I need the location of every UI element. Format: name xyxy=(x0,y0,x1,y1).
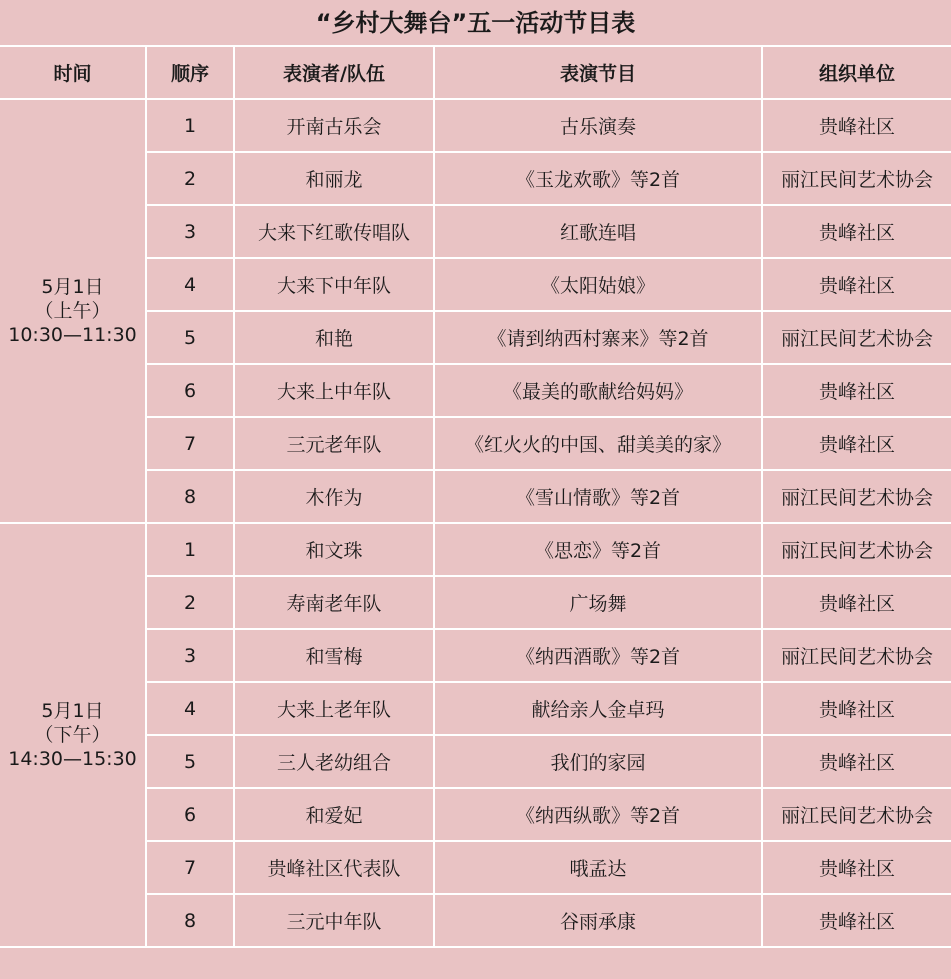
organizer-cell: 贵峰社区 xyxy=(762,576,951,629)
performer-cell: 三人老幼组合 xyxy=(234,735,434,788)
header-organizer: 组织单位 xyxy=(762,47,951,99)
program-cell: 《最美的歌献给妈妈》 xyxy=(434,364,762,417)
program-cell: 红歌连唱 xyxy=(434,205,762,258)
program-cell: 《请到纳西村寨来》等2首 xyxy=(434,311,762,364)
organizer-cell: 丽江民间艺术协会 xyxy=(762,311,951,364)
program-cell: 《思恋》等2首 xyxy=(434,523,762,576)
performer-cell: 大来上中年队 xyxy=(234,364,434,417)
order-cell: 3 xyxy=(146,205,234,258)
order-cell: 1 xyxy=(146,99,234,152)
schedule-table xyxy=(0,47,951,948)
program-cell: 我们的家园 xyxy=(434,735,762,788)
program-cell: 古乐演奏 xyxy=(434,99,762,152)
performer-cell: 贵峰社区代表队 xyxy=(234,841,434,894)
program-cell: 《太阳姑娘》 xyxy=(434,258,762,311)
order-cell: 4 xyxy=(146,682,234,735)
order-cell: 6 xyxy=(146,364,234,417)
performer-cell: 大来上老年队 xyxy=(234,682,434,735)
performer-cell: 和雪梅 xyxy=(234,629,434,682)
header-row xyxy=(0,47,951,99)
header-program: 表演节目 xyxy=(434,47,762,99)
program-cell: 谷雨承康 xyxy=(434,894,762,947)
organizer-cell: 贵峰社区 xyxy=(762,364,951,417)
session-time-cell xyxy=(0,99,146,523)
organizer-cell: 贵峰社区 xyxy=(762,417,951,470)
performer-cell: 寿南老年队 xyxy=(234,576,434,629)
order-cell: 4 xyxy=(146,258,234,311)
program-cell: 哦孟达 xyxy=(434,841,762,894)
performer-cell: 和艳 xyxy=(234,311,434,364)
table-row xyxy=(0,99,951,152)
organizer-cell: 贵峰社区 xyxy=(762,682,951,735)
organizer-cell: 丽江民间艺术协会 xyxy=(762,470,951,523)
header-order: 顺序 xyxy=(146,47,234,99)
order-cell: 1 xyxy=(146,523,234,576)
program-cell: 《红火火的中国、甜美美的家》 xyxy=(434,417,762,470)
organizer-cell: 丽江民间艺术协会 xyxy=(762,629,951,682)
session-date: 5月1日 xyxy=(41,700,104,722)
order-cell: 8 xyxy=(146,894,234,947)
program-cell: 《雪山情歌》等2首 xyxy=(434,470,762,523)
order-cell: 7 xyxy=(146,841,234,894)
performer-cell: 开南古乐会 xyxy=(234,99,434,152)
session-hours: 14:30—15:30 xyxy=(8,748,137,770)
performer-cell: 和丽龙 xyxy=(234,152,434,205)
order-cell: 2 xyxy=(146,152,234,205)
program-cell: 献给亲人金卓玛 xyxy=(434,682,762,735)
session-time-cell xyxy=(0,523,146,947)
order-cell: 3 xyxy=(146,629,234,682)
session-period: （上午） xyxy=(34,300,111,322)
performer-cell: 三元中年队 xyxy=(234,894,434,947)
order-cell: 8 xyxy=(146,470,234,523)
program-cell: 《纳西酒歌》等2首 xyxy=(434,629,762,682)
organizer-cell: 贵峰社区 xyxy=(762,841,951,894)
organizer-cell: 贵峰社区 xyxy=(762,258,951,311)
order-cell: 5 xyxy=(146,735,234,788)
header-time: 时间 xyxy=(0,47,146,99)
organizer-cell: 丽江民间艺术协会 xyxy=(762,523,951,576)
performer-cell: 木作为 xyxy=(234,470,434,523)
performer-cell: 三元老年队 xyxy=(234,417,434,470)
order-cell: 6 xyxy=(146,788,234,841)
performer-cell: 大来下中年队 xyxy=(234,258,434,311)
organizer-cell: 贵峰社区 xyxy=(762,205,951,258)
performer-cell: 和文珠 xyxy=(234,523,434,576)
organizer-cell: 丽江民间艺术协会 xyxy=(762,152,951,205)
schedule-body xyxy=(0,99,951,947)
header-performer: 表演者/队伍 xyxy=(234,47,434,99)
session-hours: 10:30—11:30 xyxy=(8,324,137,346)
organizer-cell: 丽江民间艺术协会 xyxy=(762,788,951,841)
order-cell: 7 xyxy=(146,417,234,470)
order-cell: 5 xyxy=(146,311,234,364)
organizer-cell: 贵峰社区 xyxy=(762,735,951,788)
program-cell: 《纳西纵歌》等2首 xyxy=(434,788,762,841)
performer-cell: 和爱妃 xyxy=(234,788,434,841)
performer-cell: 大来下红歌传唱队 xyxy=(234,205,434,258)
organizer-cell: 贵峰社区 xyxy=(762,99,951,152)
table-row xyxy=(0,523,951,576)
program-cell: 广场舞 xyxy=(434,576,762,629)
page-title: “乡村大舞台”五一活动节目表 xyxy=(0,0,951,47)
session-period: （下午） xyxy=(34,724,111,746)
order-cell: 2 xyxy=(146,576,234,629)
organizer-cell: 贵峰社区 xyxy=(762,894,951,947)
program-cell: 《玉龙欢歌》等2首 xyxy=(434,152,762,205)
session-date: 5月1日 xyxy=(41,276,104,298)
